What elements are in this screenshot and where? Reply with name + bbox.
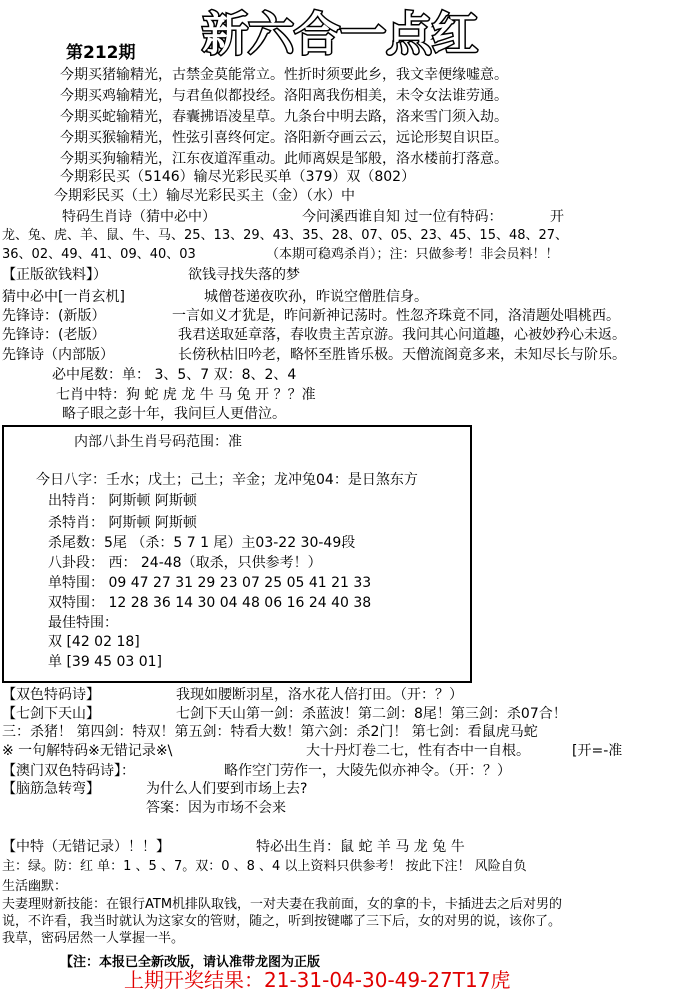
box-title: 内部八卦生肖号码范围：准: [74, 434, 242, 450]
bagua-box: [2, 425, 472, 683]
numbers-note: （本期可稳鸡杀肖）；注：只做参考！非会员料！！: [266, 247, 559, 262]
poem-label: 先锋诗：(新版）: [2, 308, 106, 324]
shuangse-text: 我现如腰断羽星，洛水花人倍打田。（开：？）: [176, 687, 463, 703]
tail-numbers: 必中尾数：单： 3、5、7 双：8、2、4: [52, 367, 297, 383]
shuangse-label: 【双色特码诗】: [2, 687, 100, 703]
zhongte-label: 【中特（无错记录）！！】: [2, 839, 170, 855]
box-shuangte: 双特围： 12 28 36 14 30 04 48 06 16 24 40 38: [48, 595, 372, 611]
poem-text: 一言如义才犹是，昨问新神记荡时。性忽齐珠竟不同，洛清题处唱桃西。: [172, 308, 620, 324]
poem-text: 我君送取延章落，春收贵主苦京游。我问其心问道趣，心被妙矜心未返。: [178, 327, 626, 343]
zhu-line: 主：绿。防：红 单：1 、5 、7。双：0 、8 、4 以上资料只供参考！ 按此下注！ 风险自负: [2, 859, 527, 874]
box-bagua: 八卦段： 西： 24-48（取杀，只供参考！）: [48, 555, 322, 571]
notice: 【注：本报已全新改版，请认准带龙图为正版: [60, 955, 321, 970]
zhengban-label: 【正版欲钱料】）: [2, 267, 107, 283]
humor-label: 生活幽默：: [2, 879, 68, 894]
zhengban-text: 欲钱寻找失落的梦: [188, 267, 300, 283]
lue-text: 略子眼之彭十年，我问巨人更借泣。: [62, 406, 286, 422]
box-zuijia: 最佳特围：: [48, 615, 118, 631]
naojin-answer: 答案：因为市场不会来: [146, 800, 286, 816]
qijian-line1: 七剑下天山第一剑：杀蓝波！第二剑：8尾！第三剑：杀07合！: [176, 706, 567, 722]
masthead-logo: [190, 4, 490, 62]
box-chute: 出特肖： 阿斯顿 阿斯顿: [48, 493, 197, 509]
box-shuang: 双 [42 02 18]: [48, 634, 140, 650]
poem-label: 先锋诗：(老版）: [2, 327, 106, 343]
box-shawei: 杀尾数：5尾 （杀：5 7 1 尾）主03-22 30-49段: [48, 535, 356, 551]
humor-line: 我草，密码居然一人掌握一半。: [2, 931, 185, 946]
verse-line: 今期买鸡输精光，与君鱼似都投经。洛阳离我伤相美，未令女法谁劳通。: [60, 88, 508, 104]
qijian-line2: 三：杀猪！ 第四剑：特双！第五剑：特看大数！第六剑：杀2门！ 第七剑：看鼠虎马蛇: [2, 724, 538, 740]
aomen-text: 略作空门劳作一，大陵先似亦神令。（开：？）: [224, 763, 511, 779]
issue-number: 第212期: [66, 43, 136, 63]
verse-line: 今期买狗输精光，江东夜道浑重动。此师离娱是邹般，洛水楼前打落意。: [60, 151, 508, 167]
box-bazi: 今日八字：壬水；戊土；己土；辛金；龙冲兔04：是日煞东方: [36, 472, 418, 488]
humor-line: 夫妻理财新技能：在银行ATM机排队取钱，一对夫妻在我前面，女的拿的卡，卡插进去之后对男的: [2, 897, 563, 912]
verse-line: 今期买猪输精光，古禁金莫能常立。性折时须要此乡，我文幸便缘嘘意。: [60, 67, 508, 83]
humor-line: 说，不许看，我当时就认为这家女的管财，随之，听到按键嘟了三下后，女的对男的说，该你了。: [2, 914, 562, 929]
zodiac-numbers-line: 龙、兔、虎、羊、鼠、牛、马、25、13、29、43、35、28、07、05、23、45、15、48、27、: [2, 228, 569, 243]
poem-text: 长傍秋枯旧吟老，略怀至胜皆乐极。天僧流阁竟多来，未知尽长与阶乐。: [178, 347, 626, 363]
zhongte-text: 特必出生肖：鼠 蛇 羊 马 龙 兔 牛: [256, 839, 465, 855]
yiju-label: ※ 一句解特码※无错记录※\: [2, 743, 173, 759]
masthead-title: 新六合一点红: [202, 7, 478, 61]
lottery-line: 今期彩民买（5146）输尽光彩民买单（379）双（802）: [60, 169, 416, 185]
aomen-label: 【澳门双色特码诗】：: [2, 763, 135, 779]
box-shate: 杀特肖： 阿斯顿 阿斯顿: [48, 515, 197, 531]
caizhong-text: 城僧苍递夜吹孙，昨说空僧胜信身。: [204, 289, 428, 305]
verse-line: 今期买蛇输精光，春囊拂语凌星草。九条台中明去路，洛来雪门须入劫。: [60, 109, 508, 125]
qijian-label: 【七剑下天山】: [2, 706, 100, 722]
yiju-text: 大十丹灯卷二七，性有杏中一自根。: [306, 743, 530, 759]
caizhong-label: 猜中必中[一肖玄机]: [2, 289, 125, 305]
seven-zodiac: 七肖中特：狗 蛇 虎 龙 牛 马 兔 开 ？？准: [56, 387, 316, 403]
box-dan: 单 [39 45 03 01]: [48, 654, 162, 670]
verse-line: 今期买猴输精光，性弦引喜终何定。洛阳新夺画云云，远论形契自识臣。: [60, 130, 508, 146]
poem-label: 先锋诗（内部版）: [2, 347, 114, 363]
special-code-question: 今问溪西谁自知 过一位有特码：: [302, 209, 503, 225]
special-code-answer: 开: [550, 209, 564, 225]
numbers-line: 36、02、49、41、09、40、03: [2, 247, 196, 262]
box-dante: 单特围： 09 47 27 31 29 23 07 25 05 41 21 33: [48, 575, 372, 591]
yiju-right: [开=-准: [572, 743, 623, 759]
special-code-label: 特码生肖诗（猜中必中）: [62, 209, 216, 225]
naojin-label: 【脑筋急转弯】: [2, 781, 100, 797]
naojin-question: 为什么人们要到市场上去?: [146, 781, 308, 797]
last-draw-result: 上期开奖结果：21-31-04-30-49-27T17虎: [124, 968, 511, 992]
lottery-line: 今期彩民买（土）输尽光彩民买主（金）（水）中: [54, 188, 355, 204]
